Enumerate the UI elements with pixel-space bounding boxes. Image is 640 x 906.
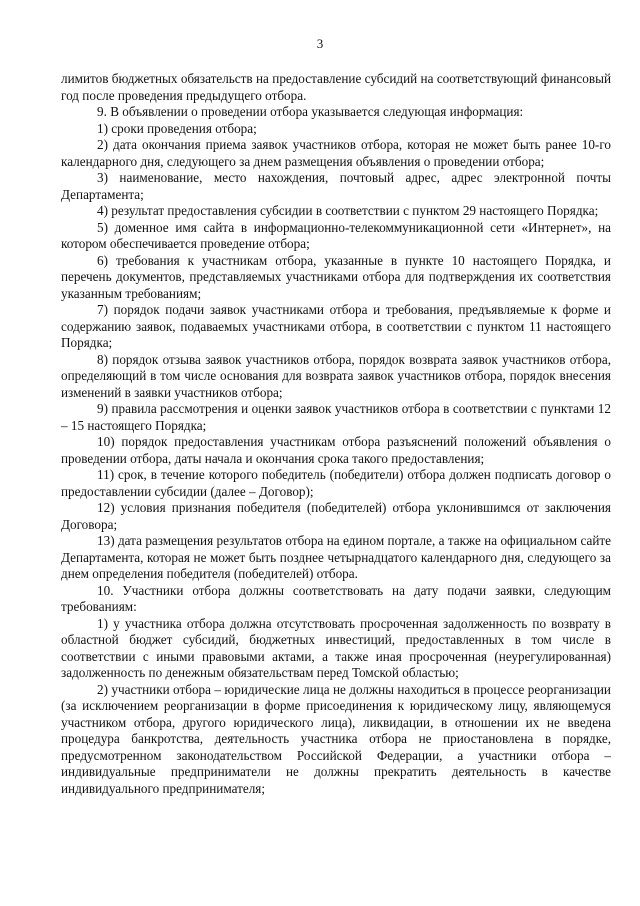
paragraph-p9-7: 7) порядок подачи заявок участниками отбора и требования, предъявляемые к форме и содержанию заявок, подаваемых участниками отбора, в соответствии с пунктом 11 настоящего Порядка; (61, 302, 611, 350)
paragraph-p9-1: 1) сроки проведения отбора; (97, 120, 257, 136)
paragraph-p9-4: 4) результат предоставления субсидии в соответствии с пунктом 29 настоящего Порядка; (97, 203, 599, 218)
paragraph-p9-9: 9) правила рассмотрения и оценки заявок участников отбора в соответствии с пунктами 12 – 15 настоящего Порядка; (61, 401, 611, 433)
paragraph-p9-10: 10) порядок предоставления участникам отбора разъяснений положений объявления о проведении отбора, даты начала и окончания срока такого предоставления; (61, 434, 611, 466)
paragraph-p9-8: 8) порядок отзыва заявок участников отбора, порядок возврата заявок участников отбора, определяющий в том числе основания для возврата заявок участников отбора, порядок внесения изменений в заявки участников отбора; (61, 351, 611, 400)
paragraph-p9: 9. В объявлении о проведении отбора указывается следующая информация: (97, 104, 524, 119)
paragraph-p9-2: 2) дата окончания приема заявок участников отбора, которая не может быть ранее 10-го календарного дня, следующего за днем размещения объявления о проведении отбора; (61, 137, 611, 169)
paragraph-p10-1: 1) у участника отбора должна отсутствовать просроченная задолженность по возврату в областной бюджет субсидий, бюджетных инвестиций, предоставленных в том числе в соответствии с иными правовыми актами, а также иная просроченная (неурегулированная) задолженность по денежным обязательствам перед Томской областью; (61, 615, 611, 680)
paragraph-p9-5: 5) доменное имя сайта в информационно-телекоммуникационной сети «Интернет», на котором обеспечивается проведение отбора; (61, 219, 611, 251)
page-number: 3 (316, 36, 324, 51)
paragraph-p9-11: 11) срок, в течение которого победитель (победители) отбора должен подписать договор о предоставлении субсидии (далее – Договор); (61, 467, 611, 499)
paragraph-p9-12: 12) условия признания победителя (победителей) отбора уклонившимся от заключения Договора; (61, 500, 611, 532)
paragraph-p9-13: 13) дата размещения результатов отбора на едином портале, а также на официальном сайте Департамента, которая не может быть позднее четырнадцатого календарного дня, следующего за днем определения победителя (победителей) отбора. (61, 533, 611, 581)
paragraph-p10-2: 2) участники отбора – юридические лица не должны находиться в процессе реорганизации (за исключением реорганизации в форме присоединения к юридическому лицу, являющемуся участником отбора, другого юридического лица), ликвидации, в отношении их не введена процедура банкротства, деятельность участника отбора не приостановлена в порядке, предусмотренном законодательством Российской Федерации, а участники отбора – индивидуальные предприниматели не должны прекратить деятельность в качестве индивидуального предпринимателя; (61, 681, 611, 796)
paragraph-p9-6: 6) требования к участникам отбора, указанные в пункте 10 настоящего Порядка, и перечень документов, представляемых участниками отбора для подтверждения их соответствия указанным требованиям; (61, 252, 611, 301)
paragraph-cont: лимитов бюджетных обязательств на предоставление субсидий на соответствующий финансовый год после проведения предыдущего отбора. (61, 71, 611, 103)
paragraph-p10: 10. Участники отбора должны соответствовать на дату подачи заявки, следующим требованиям: (61, 582, 611, 614)
document-body (61, 71, 611, 797)
paragraph-p9-3: 3) наименование, место нахождения, почтовый адрес, адрес электронной почты Департамента; (61, 170, 611, 202)
